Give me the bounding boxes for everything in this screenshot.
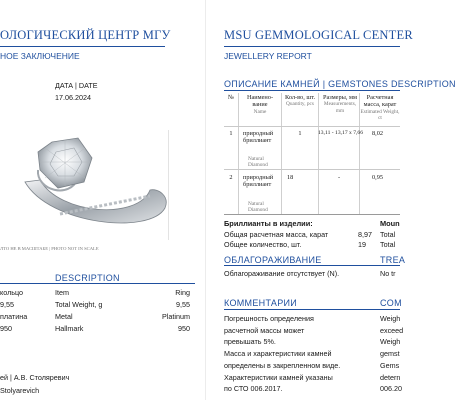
summary-total-weight-en: Total [380,230,396,239]
comment-line-3: превышать 5%. [224,337,276,346]
comment-line-6: Характеристики камней указаны [224,373,333,382]
right-title-rule [224,46,400,47]
description-row-4-ru: 950 [0,324,12,333]
treatment-rule [224,265,400,266]
description-row-1-ru: кольцо [0,288,24,297]
signature-ru: ей | А.В. Столяревич [0,373,70,382]
table-bottom-rule [224,214,400,215]
comment-line-5: определены в закрепленном виде. [224,361,341,370]
comments-heading-en: COM [380,298,402,308]
summary-total-count-en: Total [380,240,396,249]
treatment-heading-en: TREA [380,255,406,265]
col-divider-1 [238,93,239,215]
stones-heading: ОПИСАНИЕ КАМНЕЙ | GEMSTONES DESCRIPTION [224,79,456,89]
col-size-header: Размеры, мм Measurements, mm [323,94,357,114]
col-weight-header: Расчетная масса, карат Estimated Weight, ct [360,94,400,122]
comment-en-line-3: Weigh [380,337,401,346]
comment-line-4: Масса и характеристики камней [224,349,332,358]
comment-line-2: расчетной массы может [224,326,305,335]
table-row-2-name-en: Natural Diamond [248,201,268,214]
col-name-header: Наимено-вание Name [246,94,274,115]
table-row-1-no: 1 [229,130,233,137]
summary-heading-en: Moun [380,219,400,228]
page-gutter [205,0,206,400]
left-title-rule [0,46,165,47]
summary-total-count-label: Общее количество, шт. [224,240,302,249]
col-divider-3 [318,93,319,215]
comment-line-1: Погрешность определения [224,314,314,323]
signature-en: Stolyarevich [0,386,40,395]
col-divider-4 [359,93,360,215]
right-title: MSU GEMMOLOGICAL CENTER [224,28,413,42]
table-row-rule [224,169,400,170]
date-value: 17.06.2024 [55,93,91,102]
table-row-1-qty: 1 [298,130,302,137]
comment-en-line-7: 006.20 [380,384,402,393]
description-row-3-ru: платина [0,312,28,321]
summary-total-weight-label: Общая расчетная масса, карат [224,230,329,239]
table-row-2-no: 2 [229,174,233,181]
summary-total-weight-value: 8,97 [358,230,372,239]
table-row-1-weight: 8,02 [372,130,384,137]
description-row-2-ru: 9,55 [0,300,14,309]
ring-icon [0,130,175,240]
table-row-2-name: природный бриллиант [243,174,274,189]
col-qty-header: Кол-во, шт. Quantity, pcs [284,94,316,108]
col-no-header: № [227,94,234,101]
comment-en-line-2: exceed [380,326,404,335]
comment-en-line-1: Weigh [380,314,401,323]
description-row-4-en: Hallmark [55,324,84,333]
date-label: ДАТА | DATE [55,81,98,90]
table-row-1-size: 13,11 - 13,17 х 7,66 [318,130,364,136]
table-row-2-weight: 0,95 [372,174,384,181]
comments-rule [224,309,400,310]
table-row-1-name-en: Natural Diamond [248,156,268,169]
description-row-1-en: Item [55,288,69,297]
table-header-rule [224,126,400,127]
treatment-heading: ОБЛАГОРАЖИВАНИЕ [224,255,322,265]
table-row-2-qty: 18 [287,174,294,181]
photo-caption: ЛТО НЕ В МАСШТАБЕ | PHOTO NOT IN SCALE [0,246,99,251]
summary-heading: Бриллианты в изделии: [224,219,313,228]
treatment-text: Облагораживание отсутствует (N). [224,269,340,278]
comment-en-line-5: Gems [380,361,400,370]
left-title: ОЛОГИЧЕСКИЙ ЦЕНТР МГУ [0,28,171,42]
left-subtitle: НОЕ ЗАКЛЮЧЕНИЕ [0,51,80,61]
table-row-2-size: - [337,174,341,181]
description-row-3-en: Metal [55,312,73,321]
right-subtitle: JEWELLERY REPORT [224,51,312,61]
description-row-4-val: 950 [178,324,190,333]
description-row-3-val: Platinum [162,312,190,321]
summary-total-count-value: 19 [358,240,366,249]
description-rule [0,283,195,284]
comment-line-7: по СТО 006.2017. [224,384,283,393]
comment-en-line-4: gemst [380,349,400,358]
description-row-2-en: Total Weight, g [55,300,103,309]
col-divider-2 [281,93,282,215]
description-heading: DESCRIPTION [55,273,120,283]
treatment-text-en: No tr [380,269,396,278]
description-row-2-val: 9,55 [176,300,190,309]
stones-rule [224,90,400,91]
photo-frame-edge [168,130,169,240]
table-row-1-name: природный бриллиант [243,130,274,145]
description-row-1-val: Ring [175,288,190,297]
ring-photo [0,130,175,240]
comments-heading: КОММЕНТАРИИ [224,298,298,308]
comment-en-line-6: detern [380,373,401,382]
